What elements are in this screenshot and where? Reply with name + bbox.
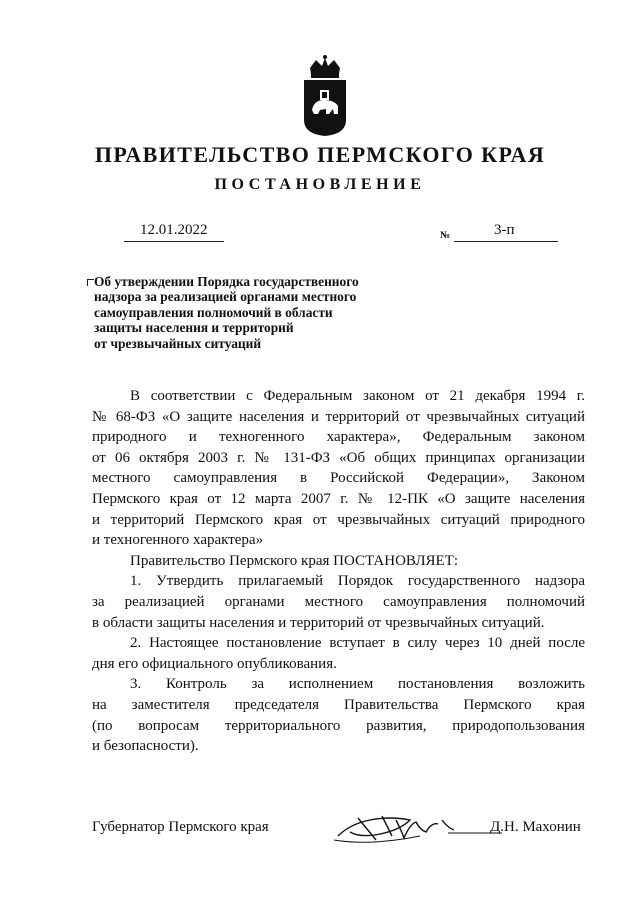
date-underline bbox=[124, 241, 224, 242]
body-line: № 68-ФЗ «О защите населения и территорий от чрезвычайных ситуаций bbox=[92, 408, 585, 425]
document-subject bbox=[94, 274, 434, 351]
subject-line: от чрезвычайных ситуаций bbox=[94, 335, 262, 351]
body-line: природного и техногенного характера», Федеральным законом bbox=[92, 429, 585, 446]
number-underline bbox=[454, 241, 558, 242]
subject-line: самоуправления полномочий в области bbox=[94, 304, 333, 320]
coat-of-arms-icon bbox=[296, 54, 354, 138]
document-type: ПОСТАНОВЛЕНИЕ bbox=[214, 176, 426, 193]
body-line: 1. Утвердить прилагаемый Порядок государственного надзора bbox=[130, 573, 585, 590]
body-line: 2. Настоящее постановление вступает в силу через 10 дней после bbox=[130, 635, 585, 652]
body-line: и безопасности). bbox=[92, 738, 199, 755]
body-line: Правительство Пермского края ПОСТАНОВЛЯЕТ: bbox=[130, 552, 459, 569]
body-line: на заместителя председателя Правительства Пермского края bbox=[92, 696, 585, 713]
body-line: местного самоуправления в Российской Федерации», Законом bbox=[92, 470, 585, 487]
subject-line: Об утверждении Порядка государственного bbox=[94, 274, 359, 289]
body-line: (по вопросам территориального развития, природопользования bbox=[92, 717, 585, 734]
body-line: В соответствии с Федеральным законом от 21 декабря 1994 г. bbox=[130, 388, 585, 404]
subject-line: защиты населения и территорий bbox=[94, 320, 294, 336]
signatory-name: Д.Н. Махонин bbox=[490, 819, 581, 835]
document-number: 3-п bbox=[494, 222, 515, 238]
signatory-title: Губернатор Пермского края bbox=[92, 819, 269, 835]
organization-title: ПРАВИТЕЛЬСТВО ПЕРМСКОГО КРАЯ bbox=[94, 142, 546, 167]
body-line: и техногенного характера» bbox=[92, 532, 264, 549]
document-date: 12.01.2022 bbox=[140, 222, 208, 238]
number-sign: № bbox=[440, 230, 451, 241]
body-line: за реализацией органами местного самоуправления полномочий bbox=[92, 593, 585, 610]
body-line: от 06 октября 2003 г. № 131-ФЗ «Об общих принципах организации bbox=[92, 449, 585, 466]
subject-corner-mark bbox=[87, 279, 94, 286]
body-line: Пермского края от 12 марта 2007 г. № 12-ПК «О защите населения bbox=[92, 490, 585, 507]
handwritten-signature bbox=[330, 806, 505, 848]
document-body bbox=[92, 386, 585, 757]
body-line: в области защиты населения и территорий от чрезвычайных ситуаций. bbox=[92, 614, 545, 631]
body-line: 3. Контроль за исполнением постановления возложить bbox=[130, 676, 585, 693]
subject-line: надзора за реализацией органами местного bbox=[94, 289, 357, 305]
body-line: и территорий Пермского края от чрезвычайных ситуаций природного bbox=[92, 511, 585, 528]
body-line: дня его официального опубликования. bbox=[92, 655, 337, 672]
